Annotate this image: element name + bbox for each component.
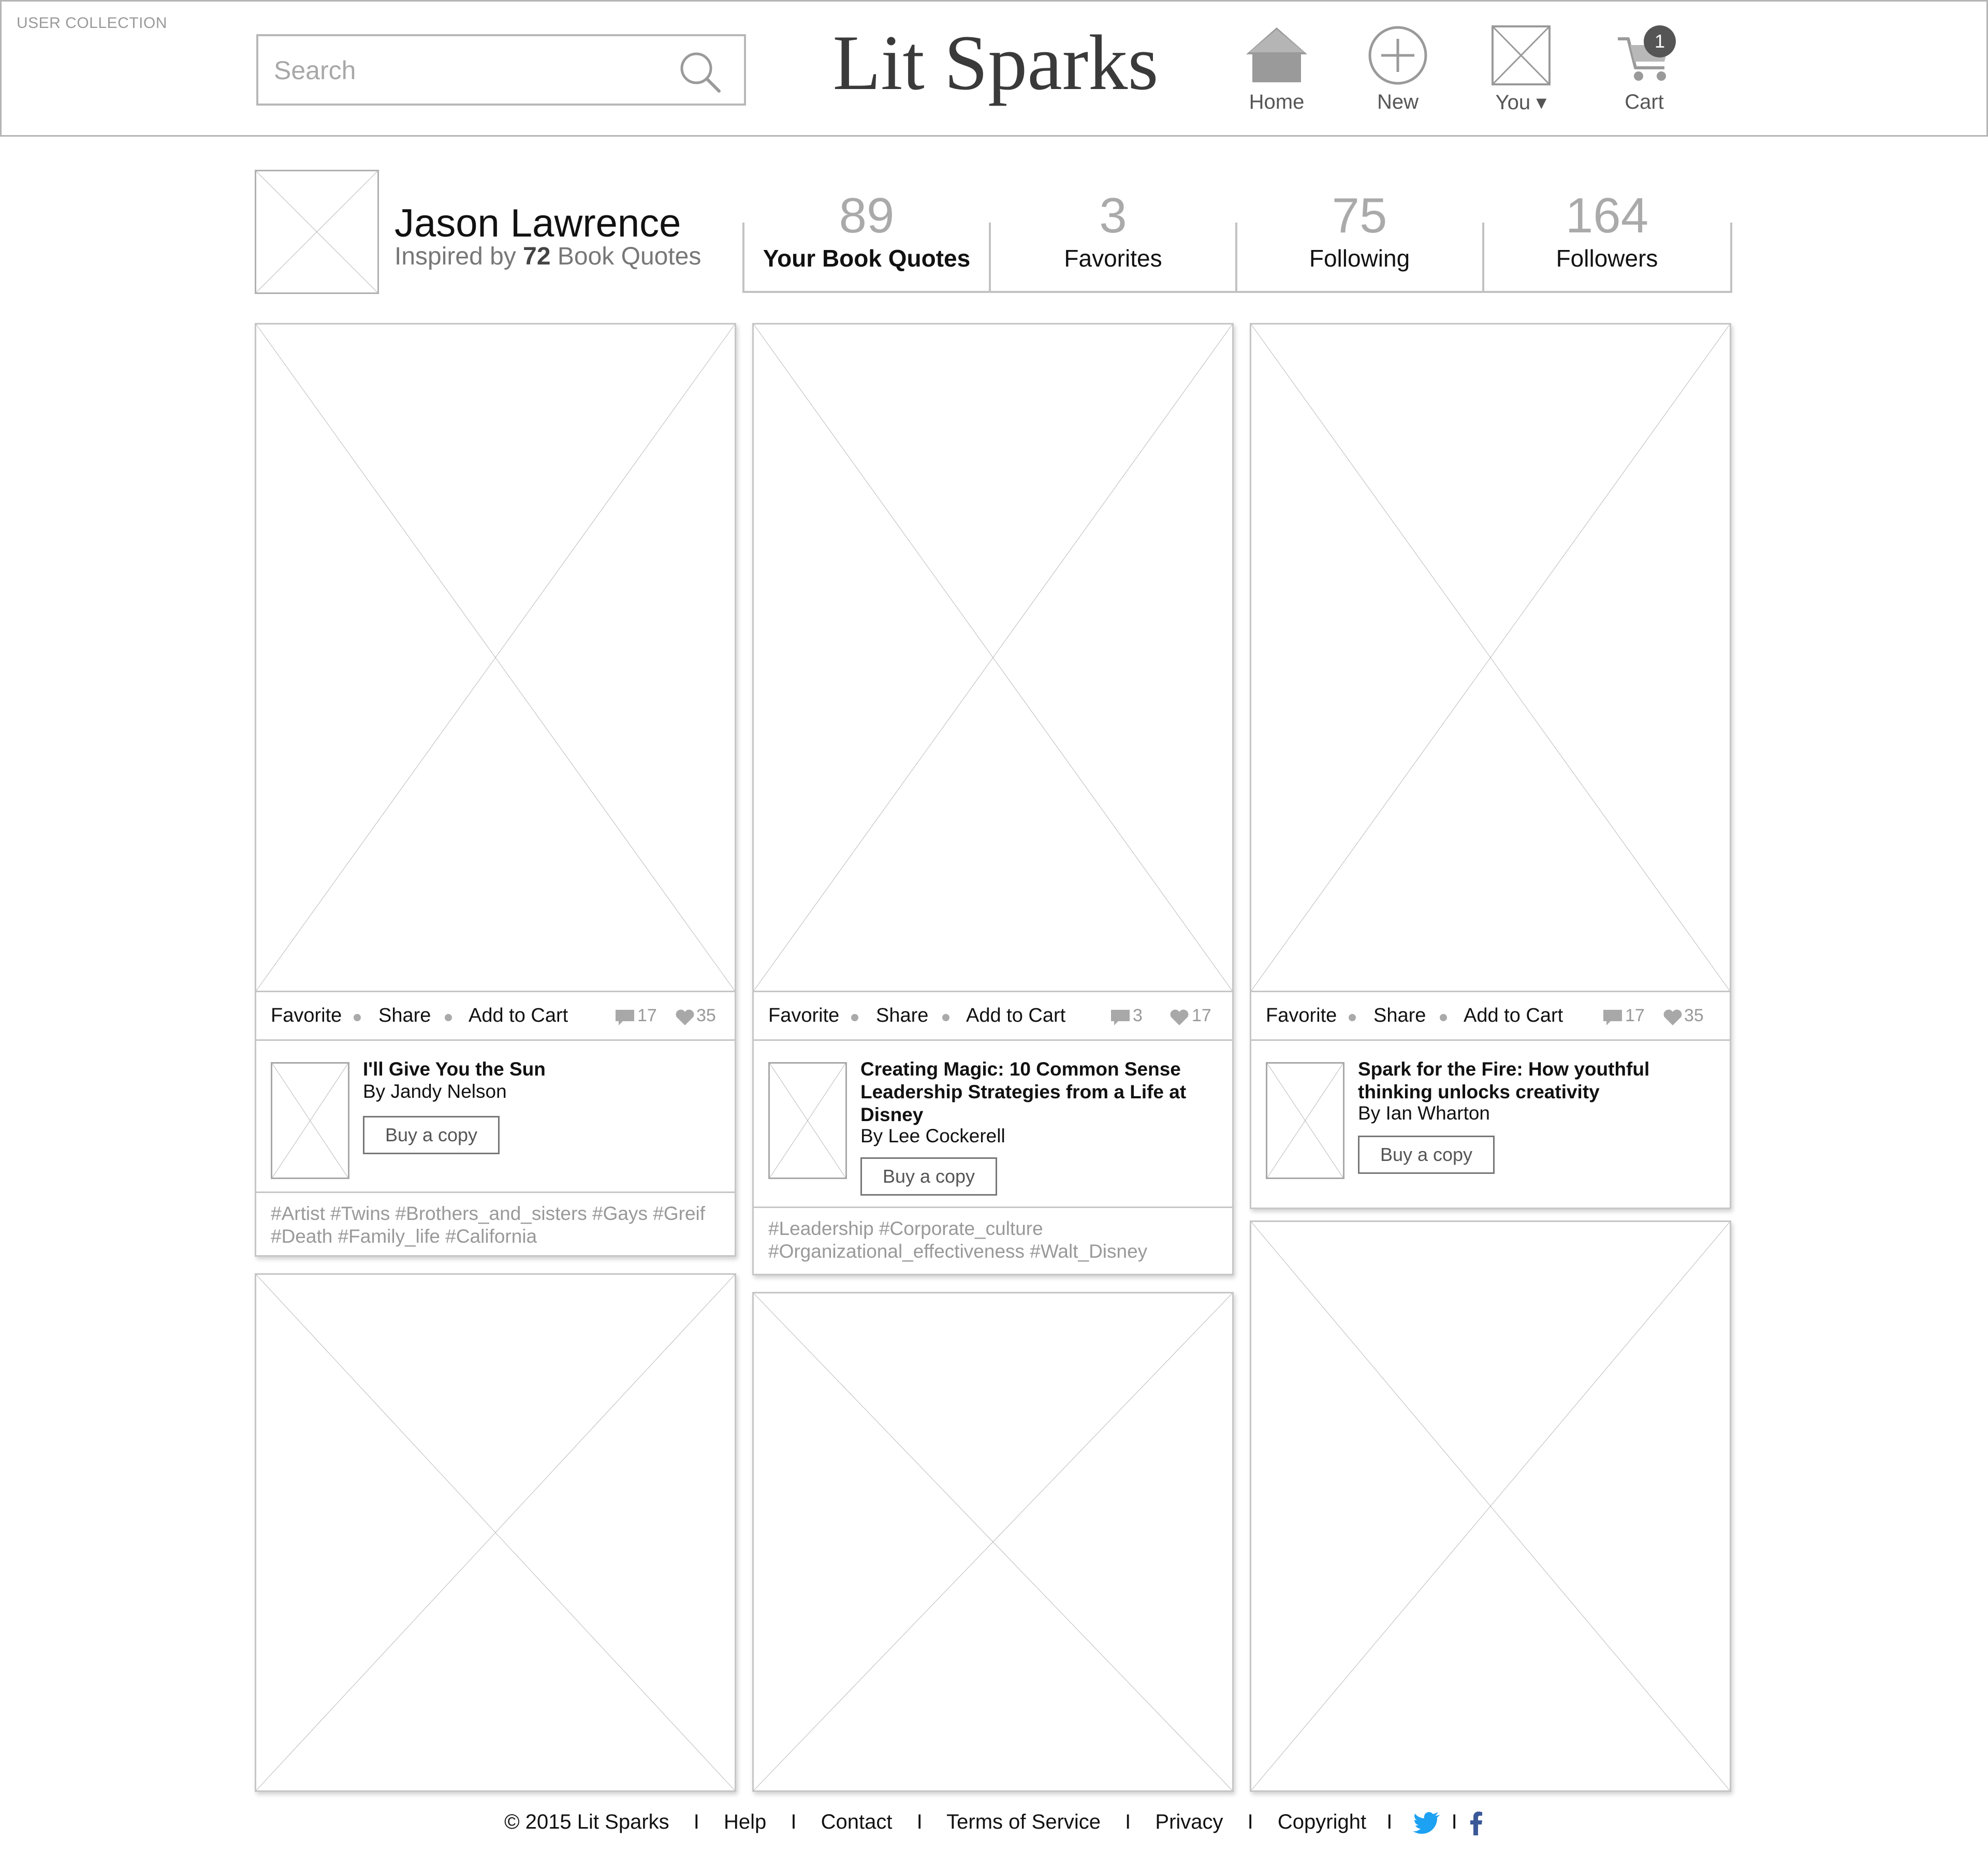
- tags-text[interactable]: #Leadership #Corporate_culture #Organizational_effectiveness #Walt_Disney: [768, 1218, 1148, 1262]
- footer-link-contact[interactable]: Contact: [821, 1811, 893, 1833]
- footer-copyright: © 2015 Lit Sparks: [504, 1811, 669, 1833]
- book-title[interactable]: Creating Magic: 10 Common Sense Leadership Strategies from a Life at Disney: [860, 1058, 1187, 1125]
- book-cover[interactable]: [271, 1062, 349, 1179]
- share-button[interactable]: Share: [378, 1005, 431, 1026]
- separator-dot: [1440, 1014, 1447, 1021]
- card-actions: [256, 992, 735, 1041]
- book-info: [754, 1042, 1232, 1212]
- stat-following[interactable]: [1236, 182, 1483, 293]
- card-actions: [754, 992, 1232, 1041]
- separator-dot: [942, 1014, 949, 1021]
- stat-number: 164: [1565, 188, 1649, 243]
- buy-a-copy-button[interactable]: Buy a copy: [363, 1116, 500, 1154]
- comment-icon[interactable]: [1110, 1009, 1131, 1026]
- image-placeholder-icon: [1267, 1064, 1343, 1178]
- add-to-cart-button[interactable]: Add to Cart: [1464, 1005, 1563, 1026]
- footer-link-copyright[interactable]: Copyright: [1277, 1811, 1367, 1833]
- stat-label: Favorites: [1064, 245, 1162, 272]
- image-placeholder-icon: [1251, 1222, 1730, 1790]
- book-author: By Jandy Nelson: [363, 1081, 507, 1102]
- book-title[interactable]: I'll Give You the Sun: [363, 1058, 546, 1080]
- nav-home[interactable]: [1225, 24, 1328, 123]
- book-author: By Ian Wharton: [1358, 1102, 1490, 1124]
- share-button[interactable]: Share: [1373, 1005, 1426, 1026]
- search-input[interactable]: [274, 51, 678, 90]
- facebook-icon[interactable]: [1468, 1811, 1484, 1835]
- quote-image[interactable]: [256, 1275, 735, 1790]
- quote-image[interactable]: [256, 325, 735, 992]
- quote-card: [1250, 1220, 1731, 1792]
- screen-label: USER COLLECTION: [17, 14, 167, 32]
- footer-link-terms[interactable]: Terms of Service: [946, 1811, 1101, 1833]
- book-cover[interactable]: [1266, 1062, 1344, 1179]
- user-quote-count: 72: [523, 243, 551, 270]
- image-placeholder-icon: [256, 1275, 735, 1790]
- footer-link-help[interactable]: Help: [724, 1811, 767, 1833]
- footer-separator: I: [791, 1811, 797, 1833]
- search-box[interactable]: [256, 34, 746, 106]
- quote-card: [1250, 323, 1731, 1209]
- footer-separator: I: [1386, 1811, 1393, 1833]
- quote-card: [255, 1273, 736, 1792]
- twitter-icon[interactable]: [1413, 1811, 1441, 1835]
- image-placeholder-icon: [754, 1293, 1232, 1790]
- user-avatar[interactable]: [255, 170, 379, 294]
- search-icon[interactable]: [677, 49, 723, 95]
- share-button[interactable]: Share: [876, 1005, 929, 1026]
- book-title[interactable]: Spark for the Fire: How youthful thinking unlocks creativity: [1358, 1058, 1650, 1102]
- stat-label: Your Book Quotes: [763, 245, 971, 272]
- like-count: 35: [1684, 1006, 1704, 1025]
- plus-circle-icon: [1364, 24, 1431, 86]
- card-actions: [1251, 992, 1730, 1041]
- separator-dot: [445, 1014, 452, 1021]
- quote-card: [752, 323, 1234, 1275]
- tag-list: [256, 1191, 735, 1257]
- add-to-cart-button[interactable]: Add to Cart: [469, 1005, 568, 1026]
- footer-separator: I: [693, 1811, 699, 1833]
- brand-logo[interactable]: Lit Sparks: [832, 19, 1159, 106]
- footer-separator: I: [916, 1811, 923, 1833]
- nav-you[interactable]: [1469, 24, 1573, 123]
- image-placeholder-icon: [1251, 325, 1730, 991]
- comment-count: 17: [1625, 1006, 1645, 1025]
- tag-list: [754, 1206, 1232, 1272]
- stat-favorites[interactable]: [990, 182, 1236, 293]
- nav-cart-label: Cart: [1625, 91, 1664, 113]
- separator-dot: [1349, 1014, 1356, 1021]
- like-count: 17: [1192, 1006, 1211, 1025]
- stat-divider: [1730, 223, 1732, 293]
- footer: [0, 1811, 1988, 1842]
- favorite-button[interactable]: Favorite: [768, 1005, 840, 1026]
- separator-dot: [354, 1014, 361, 1021]
- image-placeholder-icon: [770, 1064, 845, 1178]
- heart-icon[interactable]: [1169, 1009, 1190, 1026]
- stat-label: Followers: [1556, 245, 1658, 272]
- stat-your-book-quotes[interactable]: [743, 182, 990, 293]
- user-subtitle-prefix: Inspired by: [394, 243, 516, 270]
- book-author: By Lee Cockerell: [860, 1125, 1005, 1146]
- stat-number: 3: [1099, 188, 1127, 243]
- add-to-cart-button[interactable]: Add to Cart: [966, 1005, 1066, 1026]
- comment-count: 3: [1133, 1006, 1143, 1025]
- comment-icon[interactable]: [1602, 1009, 1623, 1026]
- comment-count: 17: [637, 1006, 657, 1025]
- footer-link-privacy[interactable]: Privacy: [1155, 1811, 1223, 1833]
- nav-you-label: You ▾: [1495, 91, 1547, 114]
- quote-card: [255, 323, 736, 1257]
- stat-number: 89: [839, 188, 895, 243]
- quote-image[interactable]: [754, 1293, 1232, 1790]
- favorite-button[interactable]: Favorite: [1266, 1005, 1337, 1026]
- avatar-placeholder-icon: [1487, 24, 1555, 86]
- footer-separator: I: [1247, 1811, 1253, 1833]
- separator-dot: [851, 1014, 858, 1021]
- stat-label: Following: [1309, 245, 1410, 272]
- buy-a-copy-button[interactable]: Buy a copy: [1358, 1136, 1495, 1174]
- nav-new[interactable]: [1346, 24, 1450, 123]
- like-count: 35: [696, 1006, 716, 1025]
- quote-image[interactable]: [1251, 325, 1730, 992]
- stat-number: 75: [1332, 188, 1387, 243]
- book-info: [256, 1042, 735, 1197]
- user-subtitle-suffix: Book Quotes: [557, 243, 701, 270]
- nav-new-label: New: [1377, 91, 1419, 113]
- stat-followers[interactable]: [1484, 182, 1730, 293]
- book-info: [1251, 1042, 1730, 1197]
- buy-a-copy-button[interactable]: Buy a copy: [860, 1157, 997, 1196]
- image-placeholder-icon: [272, 1064, 348, 1178]
- user-subtitle: [394, 242, 701, 271]
- favorite-button[interactable]: Favorite: [271, 1005, 342, 1026]
- home-icon: [1243, 24, 1310, 86]
- book-cover[interactable]: [768, 1062, 847, 1179]
- image-placeholder-icon: [256, 325, 735, 991]
- top-bar: [0, 0, 1988, 137]
- image-placeholder-icon: [754, 325, 1232, 991]
- footer-separator: I: [1125, 1811, 1131, 1833]
- tags-text[interactable]: #Artist #Twins #Brothers_and_sisters #Gays #Greif #Death #Family_life #California: [271, 1203, 706, 1247]
- comment-icon[interactable]: [615, 1009, 635, 1026]
- footer-separator: I: [1451, 1811, 1457, 1833]
- user-name: Jason Lawrence: [394, 201, 681, 245]
- heart-icon[interactable]: [675, 1009, 695, 1026]
- nav-home-label: Home: [1249, 91, 1305, 113]
- heart-icon[interactable]: [1662, 1009, 1683, 1026]
- quote-image[interactable]: [1251, 1222, 1730, 1790]
- image-placeholder-icon: [256, 171, 377, 292]
- cart-count-badge: 1: [1644, 25, 1676, 57]
- quote-image[interactable]: [754, 325, 1232, 992]
- quote-card: [752, 1292, 1234, 1792]
